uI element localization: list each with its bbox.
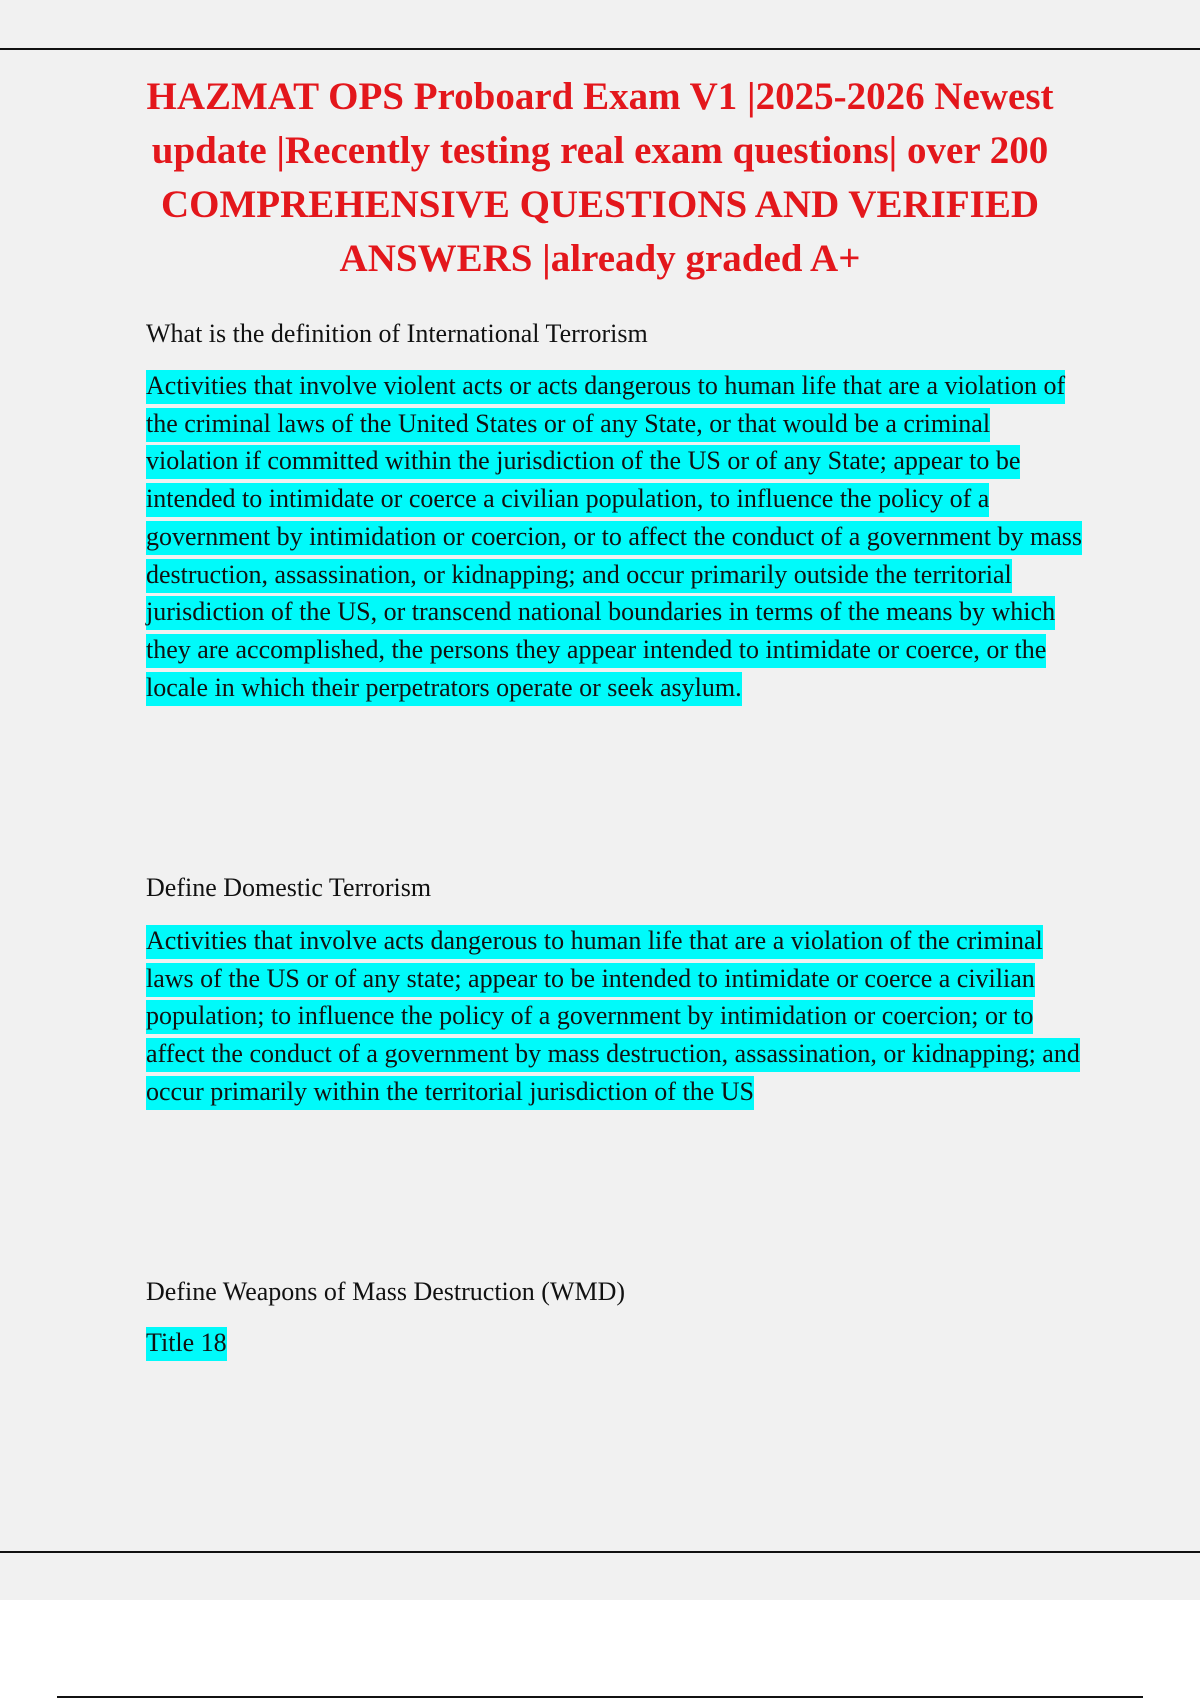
answer-2 <box>146 922 1086 1111</box>
question-2: Define Domestic Terrorism <box>146 873 432 902</box>
document-title: HAZMAT OPS Proboard Exam V1 |2025-2026 Newest update |Recently testing real exam questions| over 200 COMPREHENSIVE QUESTIONS AND VERIFIED ANSWERS |already graded A+ <box>146 75 1054 280</box>
answer-2-highlight: Activities that involve acts dangerous to human life that are a violation of the criminal laws of the US or of any state; appear to be intended to intimidate or coerce a civilian population; to influence the policy of a government by intimidation or coercion; or to affect the conduct of a government by mass destruction, assassination, or kidnapping; and occur primarily within the territorial jurisdiction of the US <box>146 925 1080 1110</box>
answer-3-highlight: Title 18 <box>146 1327 227 1361</box>
answer-1-highlight: Activities that involve violent acts or acts dangerous to human life that are a violation of the criminal laws of the United States or of any State, or that would be a criminal violation if committed within the jurisdiction of the US or of any State; appear to be intended to intimidate or coerce a civilian population, to influence the policy of a government by intimidation or coercion, or to affect the conduct of a government by mass destruction, assassination, or kidnapping; and occur primarily outside the territorial jurisdiction of the US, or transcend national boundaries in terms of the means by which they are accomplished, the persons they appear intended to intimidate or coerce, or the locale in which their perpetrators operate or seek asylum. <box>146 370 1082 706</box>
question-1: What is the definition of International Terrorism <box>146 319 648 348</box>
answer-3 <box>146 1324 1086 1362</box>
footer-divider <box>57 1696 1143 1698</box>
bottom-divider <box>0 1551 1200 1553</box>
question-3: Define Weapons of Mass Destruction (WMD) <box>146 1277 626 1306</box>
answer-1 <box>146 367 1086 706</box>
top-divider <box>0 48 1200 50</box>
